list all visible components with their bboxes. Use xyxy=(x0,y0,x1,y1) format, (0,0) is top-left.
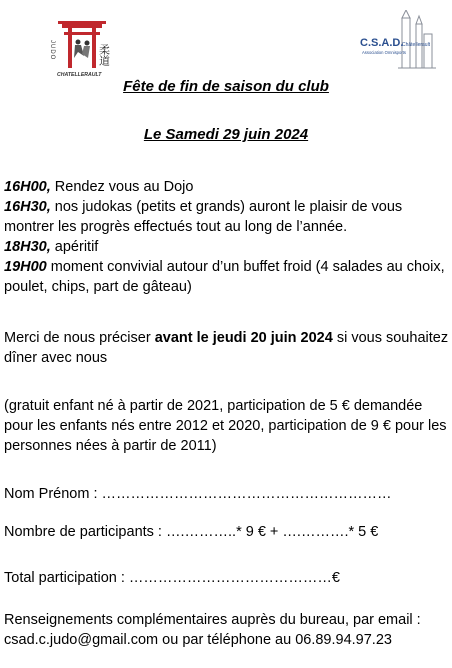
svg-text:Châtellerault: Châtellerault xyxy=(402,42,431,48)
participants-field-line: Nombre de participants : ….………..* 9 € + ….……….* 5 € xyxy=(4,524,379,540)
event-title: Fête de fin de saison du club xyxy=(123,78,329,95)
total-field-line: Total participation : ……………………………………€ xyxy=(4,570,340,586)
schedule-time: 16H00, xyxy=(4,179,51,195)
schedule-item xyxy=(4,257,450,297)
name-field-line: Nom Prénom : …………………………………………………… xyxy=(4,486,392,502)
contact-line-2: csad.c.judo@gmail.com ou par téléphone au 06.89.94.97.23 xyxy=(4,632,392,648)
schedule-time: 16H30, xyxy=(4,199,51,215)
rsvp-notice xyxy=(4,328,450,368)
notice-after: si vous souhaitez dîner avec nous xyxy=(4,330,449,366)
schedule xyxy=(4,177,450,297)
svg-text:JUDO: JUDO xyxy=(49,40,55,61)
judo-club-logo xyxy=(48,18,122,80)
notice-before: Merci de nous préciser xyxy=(4,330,155,346)
schedule-text: nos judokas (petits et grands) auront le plaisir de vous montrer les progrès effectués tout au long de l’année. xyxy=(4,199,403,235)
contact-line-1: Renseignements complémentaires auprès du bureau, par email : xyxy=(4,612,421,628)
schedule-item xyxy=(4,237,450,257)
rsvp-deadline: avant le jeudi 20 juin 2024 xyxy=(154,330,333,346)
svg-text:CHATELLERAULT: CHATELLERAULT xyxy=(57,72,102,78)
schedule-time: 19H00 xyxy=(4,259,47,275)
schedule-text: apéritif xyxy=(50,239,99,255)
schedule-item xyxy=(4,177,450,197)
contact-info xyxy=(4,610,450,650)
event-date: Le Samedi 29 juin 2024 xyxy=(143,126,309,143)
schedule-item xyxy=(4,197,450,237)
svg-text:柔道: 柔道 xyxy=(97,44,111,66)
castle-tower-icon xyxy=(358,10,438,80)
pricing-note: (gratuit enfant né à partir de 2021, participation de 5 € demandée pour les enfants nés entre 2012 et 2020, participation de 9 € pour les personnes nées à partir de 2011) xyxy=(4,398,447,454)
schedule-text: moment convivial autour d’un buffet froid (4 salades au choix, poulet, chips, part de gâteau) xyxy=(4,259,445,295)
csad-logo xyxy=(358,10,438,80)
schedule-time: 18H30, xyxy=(4,239,51,255)
svg-text:Association Omnisports: Association Omnisports xyxy=(362,50,406,55)
svg-text:C.S.A.D.: C.S.A.D. xyxy=(360,37,404,49)
torii-gate-icon xyxy=(48,18,122,80)
schedule-text: Rendez vous au Dojo xyxy=(50,179,194,195)
